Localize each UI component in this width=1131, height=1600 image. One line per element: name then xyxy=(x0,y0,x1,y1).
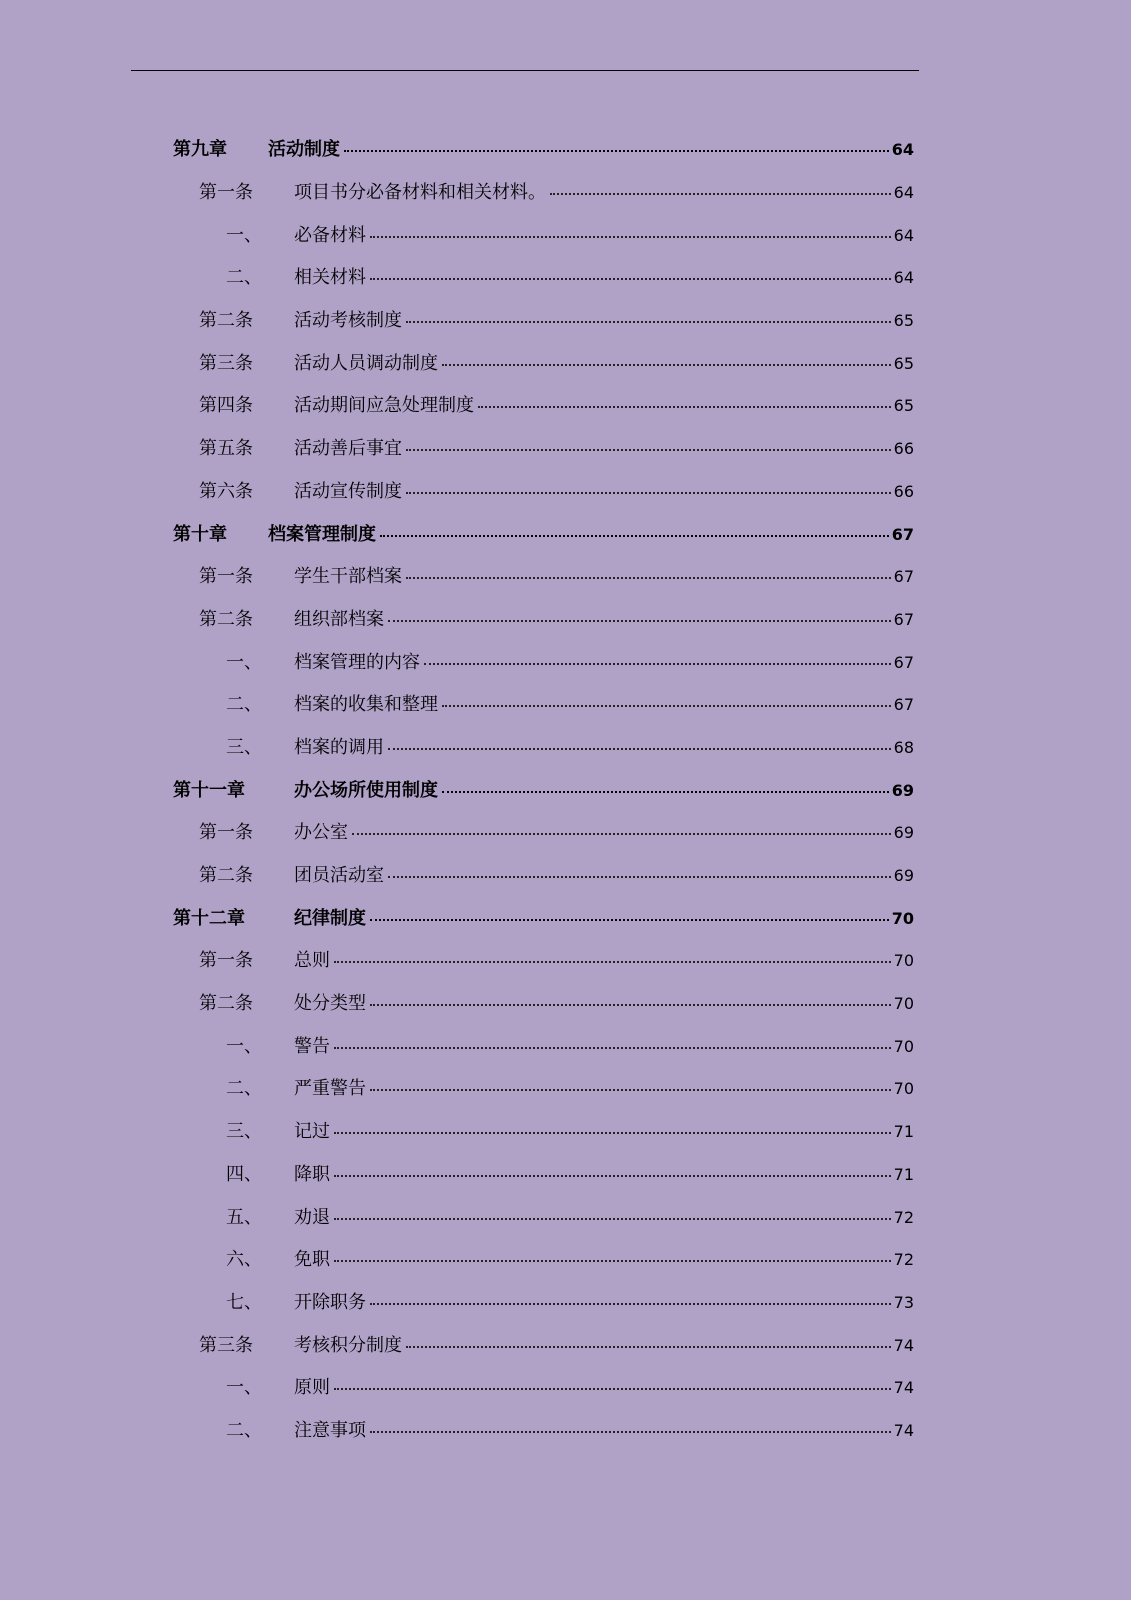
toc-entry-title: 项目书分必备材料和相关材料。 xyxy=(294,182,546,204)
dot-leader xyxy=(550,193,891,195)
toc-entry-title: 记过 xyxy=(294,1121,330,1143)
toc-article-entry[interactable] xyxy=(0,170,1131,213)
toc-entry-page-number: 70 xyxy=(893,994,914,1014)
toc-entry-title: 组织部档案 xyxy=(294,608,384,630)
toc-entry-title: 活动善后事宜 xyxy=(294,438,402,460)
toc-entry-title: 档案的收集和整理 xyxy=(294,694,438,716)
toc-entry-line xyxy=(294,733,914,759)
toc-entry-number: 第一条 xyxy=(199,822,253,844)
toc-entry-page-number: 67 xyxy=(893,695,914,715)
toc-entry-page-number: 74 xyxy=(893,1378,914,1398)
toc-entry-title: 总则 xyxy=(294,950,330,972)
dot-leader xyxy=(388,876,891,878)
toc-entry-number: 一、 xyxy=(226,224,262,246)
toc-entry-number: 七、 xyxy=(226,1291,262,1313)
dot-leader xyxy=(370,1004,891,1006)
toc-entry-title: 办公室 xyxy=(294,822,348,844)
toc-entry-number: 第二条 xyxy=(199,993,253,1015)
dot-leader xyxy=(424,663,891,665)
toc-subitem-entry[interactable] xyxy=(0,1408,1131,1451)
toc-entry-line xyxy=(268,135,914,161)
toc-entry-page-number: 64 xyxy=(893,225,914,245)
toc-entry-page-number: 74 xyxy=(893,1420,914,1440)
toc-article-entry[interactable] xyxy=(0,383,1131,426)
toc-entry-line xyxy=(294,1331,914,1357)
toc-entry-title: 处分类型 xyxy=(294,993,366,1015)
dot-leader xyxy=(334,1132,891,1134)
toc-article-entry[interactable] xyxy=(0,554,1131,597)
toc-entry-line xyxy=(294,1117,914,1143)
toc-entry-line xyxy=(294,946,914,972)
toc-entry-line xyxy=(294,1288,914,1314)
dot-leader xyxy=(334,1047,891,1049)
toc-entry-number: 第十一章 xyxy=(173,779,245,801)
dot-leader xyxy=(406,1346,891,1348)
toc-entry-page-number: 65 xyxy=(893,353,914,373)
toc-chapter-entry[interactable] xyxy=(0,895,1131,938)
toc-entry-page-number: 67 xyxy=(893,567,914,587)
toc-entry-page-number: 71 xyxy=(893,1122,914,1142)
toc-article-entry[interactable] xyxy=(0,810,1131,853)
toc-article-entry[interactable] xyxy=(0,1322,1131,1365)
toc-entry-line xyxy=(268,520,914,546)
toc-subitem-entry[interactable] xyxy=(0,639,1131,682)
toc-entry-title: 考核积分制度 xyxy=(294,1334,402,1356)
toc-entry-number: 二、 xyxy=(226,694,262,716)
toc-entry-number: 第二条 xyxy=(199,608,253,630)
toc-entry-number: 第二条 xyxy=(199,310,253,332)
toc-entry-line xyxy=(294,690,914,716)
toc-subitem-entry[interactable] xyxy=(0,212,1131,255)
toc-entry-title: 档案的调用 xyxy=(294,736,384,758)
toc-entry-line xyxy=(294,562,914,588)
dot-leader xyxy=(344,150,889,152)
toc-entry-page-number: 72 xyxy=(893,1207,914,1227)
toc-entry-line xyxy=(294,477,914,503)
toc-entry-title: 严重警告 xyxy=(294,1078,366,1100)
toc-entry-title: 必备材料 xyxy=(294,224,366,246)
toc-entry-title: 纪律制度 xyxy=(294,907,366,929)
toc-subitem-entry[interactable] xyxy=(0,1237,1131,1280)
toc-entry-title: 原则 xyxy=(294,1377,330,1399)
toc-article-entry[interactable] xyxy=(0,469,1131,512)
toc-entry-title: 开除职务 xyxy=(294,1291,366,1313)
dot-leader xyxy=(370,1089,891,1091)
dot-leader xyxy=(370,278,891,280)
toc-entry-title: 档案管理制度 xyxy=(268,523,376,545)
toc-entry-title: 免职 xyxy=(294,1249,330,1271)
dot-leader xyxy=(442,705,891,707)
toc-subitem-entry[interactable] xyxy=(0,1365,1131,1408)
dot-leader xyxy=(442,364,891,366)
toc-entry-title: 活动考核制度 xyxy=(294,310,402,332)
toc-entry-page-number: 69 xyxy=(891,780,914,800)
toc-entry-number: 一、 xyxy=(226,1377,262,1399)
dot-leader xyxy=(334,1175,891,1177)
dot-leader xyxy=(406,492,891,494)
toc-entry-line xyxy=(294,989,914,1015)
toc-entry-line xyxy=(294,605,914,631)
toc-entry-page-number: 74 xyxy=(893,1335,914,1355)
toc-subitem-entry[interactable] xyxy=(0,1280,1131,1323)
toc-entry-title: 警告 xyxy=(294,1035,330,1057)
dot-leader xyxy=(334,1218,891,1220)
dot-leader xyxy=(334,961,891,963)
toc-entry-number: 二、 xyxy=(226,1419,262,1441)
toc-subitem-entry[interactable] xyxy=(0,1066,1131,1109)
dot-leader xyxy=(370,236,891,238)
toc-entry-line xyxy=(294,263,914,289)
toc-entry-line xyxy=(294,391,914,417)
toc-subitem-entry[interactable] xyxy=(0,1152,1131,1195)
dot-leader xyxy=(370,919,889,921)
toc-entry-line xyxy=(294,349,914,375)
toc-entry-number: 第一条 xyxy=(199,566,253,588)
toc-entry-title: 活动期间应急处理制度 xyxy=(294,395,474,417)
toc-entry-page-number: 65 xyxy=(893,311,914,331)
dot-leader xyxy=(406,321,891,323)
toc-entry-title: 学生干部档案 xyxy=(294,566,402,588)
toc-entry-title: 降职 xyxy=(294,1163,330,1185)
toc-entry-line xyxy=(294,1373,914,1399)
dot-leader xyxy=(442,791,889,793)
toc-subitem-entry[interactable] xyxy=(0,1194,1131,1237)
toc-entry-number: 第二条 xyxy=(199,865,253,887)
toc-entry-line xyxy=(294,648,914,674)
toc-entry-number: 五、 xyxy=(226,1206,262,1228)
toc-subitem-entry[interactable] xyxy=(0,725,1131,768)
toc-entry-line xyxy=(294,434,914,460)
toc-entry-number: 三、 xyxy=(226,736,262,758)
toc-entry-page-number: 69 xyxy=(893,866,914,886)
toc-entry-line xyxy=(294,904,914,930)
toc-entry-title: 办公场所使用制度 xyxy=(294,779,438,801)
toc-article-entry[interactable] xyxy=(0,981,1131,1024)
toc-entry-line xyxy=(294,1416,914,1442)
toc-entry-page-number: 71 xyxy=(893,1164,914,1184)
toc-entry-page-number: 67 xyxy=(893,652,914,672)
toc-article-entry[interactable] xyxy=(0,340,1131,383)
toc-entry-line xyxy=(294,1203,914,1229)
toc-entry-number: 第一条 xyxy=(199,950,253,972)
toc-entry-title: 相关材料 xyxy=(294,267,366,289)
toc-entry-page-number: 64 xyxy=(893,183,914,203)
toc-article-entry[interactable] xyxy=(0,597,1131,640)
toc-entry-number: 第五条 xyxy=(199,438,253,460)
toc-subitem-entry[interactable] xyxy=(0,682,1131,725)
toc-entry-number: 第三条 xyxy=(199,1334,253,1356)
toc-entry-number: 第九章 xyxy=(173,139,227,161)
dot-leader xyxy=(370,1431,891,1433)
dot-leader xyxy=(406,577,891,579)
toc-entry-title: 劝退 xyxy=(294,1206,330,1228)
toc-entry-line xyxy=(294,306,914,332)
toc-entry-number: 三、 xyxy=(226,1121,262,1143)
toc-article-entry[interactable] xyxy=(0,298,1131,341)
toc-entry-page-number: 72 xyxy=(893,1250,914,1270)
toc-entry-page-number: 67 xyxy=(893,609,914,629)
toc-entry-page-number: 64 xyxy=(891,140,914,160)
toc-entry-number: 第六条 xyxy=(199,480,253,502)
dot-leader xyxy=(478,406,891,408)
toc-entry-line xyxy=(294,776,914,802)
toc-article-entry[interactable] xyxy=(0,853,1131,896)
toc-entry-number: 第三条 xyxy=(199,352,253,374)
toc-entry-page-number: 67 xyxy=(891,524,914,544)
toc-entry-number: 第十章 xyxy=(173,523,227,545)
toc-article-entry[interactable] xyxy=(0,938,1131,981)
header-rule xyxy=(131,70,919,71)
toc-subitem-entry[interactable] xyxy=(0,1109,1131,1152)
toc-entry-page-number: 65 xyxy=(893,396,914,416)
toc-entry-number: 六、 xyxy=(226,1249,262,1271)
toc-entry-page-number: 73 xyxy=(893,1292,914,1312)
toc-entry-number: 二、 xyxy=(226,267,262,289)
toc-entry-number: 第十二章 xyxy=(173,907,245,929)
toc-chapter-entry[interactable] xyxy=(0,767,1131,810)
dot-leader xyxy=(334,1388,891,1390)
toc-article-entry[interactable] xyxy=(0,426,1131,469)
toc-entry-number: 一、 xyxy=(226,651,262,673)
toc-entry-number: 二、 xyxy=(226,1078,262,1100)
toc-chapter-entry[interactable] xyxy=(0,127,1131,170)
toc-entry-line xyxy=(294,1032,914,1058)
dot-leader xyxy=(388,620,891,622)
toc-entry-title: 团员活动室 xyxy=(294,865,384,887)
toc-entry-page-number: 69 xyxy=(893,823,914,843)
toc-entry-title: 活动制度 xyxy=(268,139,340,161)
toc-entry-title: 活动人员调动制度 xyxy=(294,352,438,374)
toc-entry-line xyxy=(294,221,914,247)
toc-subitem-entry[interactable] xyxy=(0,255,1131,298)
toc-entry-page-number: 68 xyxy=(893,737,914,757)
dot-leader xyxy=(388,748,891,750)
toc-entry-title: 注意事项 xyxy=(294,1419,366,1441)
toc-entry-number: 四、 xyxy=(226,1163,262,1185)
toc-entry-line xyxy=(294,818,914,844)
toc-entry-line xyxy=(294,1160,914,1186)
toc-entry-number: 第四条 xyxy=(199,395,253,417)
toc-entry-page-number: 66 xyxy=(893,481,914,501)
table-of-contents xyxy=(0,127,1131,1450)
toc-entry-line xyxy=(294,178,914,204)
toc-entry-title: 档案管理的内容 xyxy=(294,651,420,673)
toc-entry-number: 一、 xyxy=(226,1035,262,1057)
dot-leader xyxy=(406,449,891,451)
toc-entry-title: 活动宣传制度 xyxy=(294,480,402,502)
toc-entry-page-number: 70 xyxy=(893,1079,914,1099)
dot-leader xyxy=(380,535,889,537)
toc-entry-number: 第一条 xyxy=(199,182,253,204)
toc-entry-page-number: 64 xyxy=(893,268,914,288)
toc-subitem-entry[interactable] xyxy=(0,1023,1131,1066)
dot-leader xyxy=(352,833,891,835)
toc-entry-line xyxy=(294,1074,914,1100)
toc-entry-line xyxy=(294,1245,914,1271)
dot-leader xyxy=(334,1260,891,1262)
toc-entry-page-number: 70 xyxy=(891,908,914,928)
toc-entry-line xyxy=(294,861,914,887)
toc-entry-page-number: 70 xyxy=(893,951,914,971)
toc-chapter-entry[interactable] xyxy=(0,511,1131,554)
dot-leader xyxy=(370,1303,891,1305)
toc-entry-page-number: 70 xyxy=(893,1036,914,1056)
toc-entry-page-number: 66 xyxy=(893,439,914,459)
